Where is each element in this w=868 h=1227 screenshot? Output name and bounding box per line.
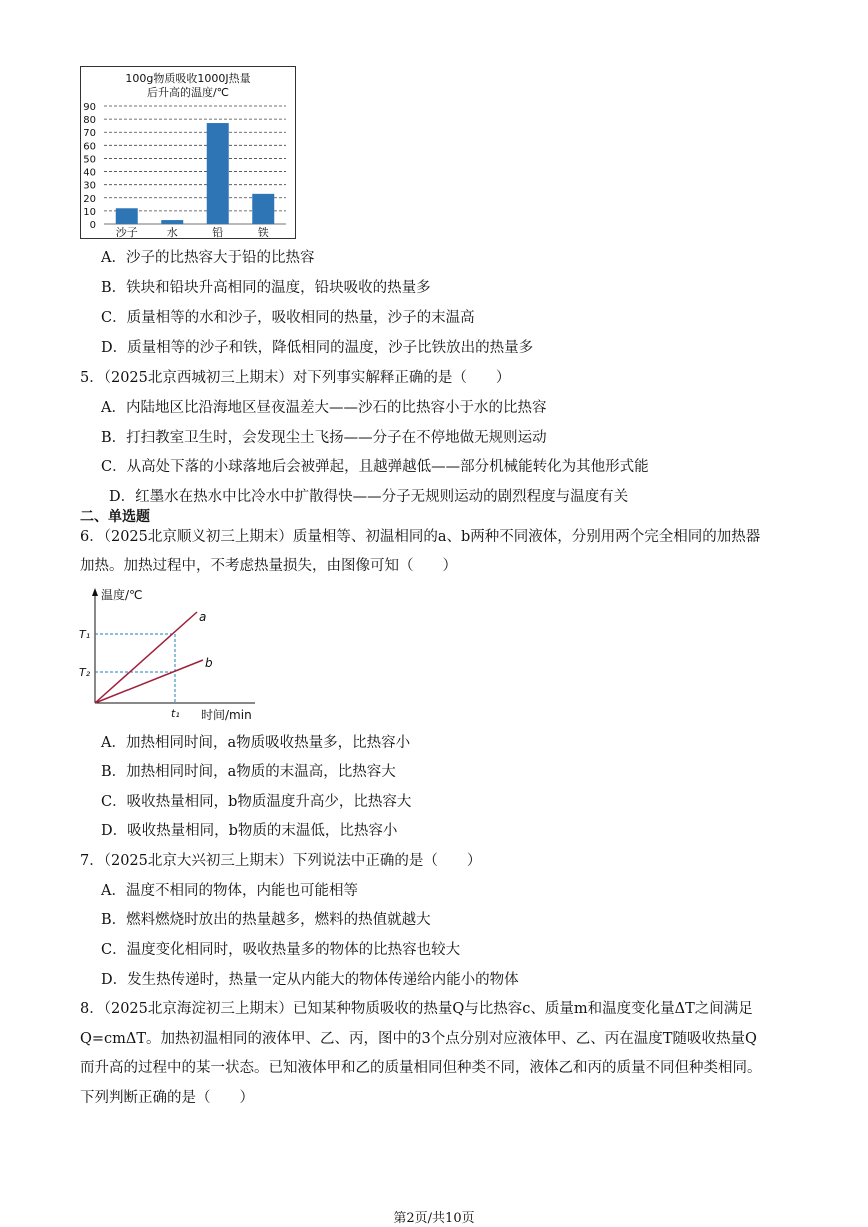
bar-chart [80,66,296,239]
section-heading: 二、单选题 [80,509,150,525]
t2-label: T₂ [79,666,91,679]
q6-option-b: B．加热相同时间，a物质的末温高，比热容大 [101,764,396,780]
q7-option-c: C．温度变化相同时，吸收热量多的物体的比热容也较大 [101,942,461,958]
q4-option-b: B．铁块和铅块升高相同的温度，铅块吸收的热量多 [101,280,431,296]
q6-option-a: A．加热相同时间，a物质吸收热量多，比热容小 [101,735,411,751]
line-b-label: b [205,656,213,670]
line-b [95,660,203,703]
y-axis-label: 温度/℃ [101,588,143,602]
q6-option-d: D．吸收热量相同，b物质的末温低，比热容小 [101,823,398,839]
bar-0 [116,208,138,224]
x-category-label: 沙子 [115,226,138,239]
q5-option-b: B．打扫教室卫生时，会发现尘土飞扬——分子在不停地做无规则运动 [101,430,547,446]
y-tick-label: 70 [83,128,96,140]
chart-title-line1: 100g物质吸收1000J热量 [125,72,251,85]
line-a [95,612,197,703]
x-category-label: 铅 [212,226,224,239]
q5-option-a: A．内陆地区比沿海地区昼夜温差大——沙石的比热容小于水的比热容 [101,400,547,416]
x-category-label: 铁 [257,226,269,239]
bar-2 [207,123,229,224]
q8-line3: 而升高的过程中的某一状态。已知液体甲和乙的质量相同但种类不同，液体乙和丙的质量不同但种类相同。 [80,1060,762,1076]
temperature-time-graph [75,585,265,725]
q7-option-b: B．燃料燃烧时放出的热量越多，燃料的热值就越大 [101,912,431,928]
q6-option-c: C．吸收热量相同，b物质温度升高少，比热容大 [101,794,412,810]
time-label: t₁ [171,707,180,720]
y-tick-label: 50 [83,154,96,166]
y-tick-label: 90 [83,102,96,113]
q6-stem-line1: 6．（2025北京顺义初三上期末）质量相等、初温相同的a、b两种不同液体，分别用两个完全相同的加热器 [80,529,761,545]
q5-stem: 5．（2025北京西城初三上期末）对下列事实解释正确的是（ ） [80,370,511,386]
bar-1 [161,220,183,224]
y-tick-label: 30 [83,180,96,192]
t1-label: T₁ [79,628,91,641]
y-tick-label: 60 [83,141,96,153]
q8-line2: Q=cmΔT。加热初温相同的液体甲、乙、丙，图中的3个点分别对应液体甲、乙、丙在温度T随吸收热量Q [80,1031,757,1047]
bar-3 [252,194,274,224]
y-tick-label: 80 [83,115,96,127]
page-number: 第2页/共10页 [393,1211,475,1226]
q4-option-d: D．质量相等的沙子和铁，降低相同的温度，沙子比铁放出的热量多 [101,340,534,356]
y-tick-label: 0 [89,220,96,231]
q8-line4: 下列判断正确的是（ ） [80,1090,254,1106]
chart-title-line2: 后升高的温度/℃ [146,86,230,99]
y-axis-arrow [92,588,98,596]
q7-option-d: D．发生热传递时，热量一定从内能大的物体传递给内能小的物体 [101,972,519,988]
q7-option-a: A．温度不相同的物体，内能也可能相等 [101,883,358,899]
y-tick-label: 40 [83,167,96,179]
line-a-label: a [199,610,207,624]
q5-option-c: C．从高处下落的小球落地后会被弹起，且越弹越低——部分机械能转化为其他形式能 [101,459,649,475]
x-category-label: 水 [166,226,178,239]
y-tick-label: 20 [83,193,96,205]
q4-option-c: C．质量相等的水和沙子，吸收相同的热量，沙子的末温高 [101,310,475,326]
y-tick-label: 10 [83,206,96,218]
q6-stem-line2: 加热。加热过程中，不考虑热量损失，由图像可知（ ） [80,558,457,574]
q5-option-d: D．红墨水在热水中比冷水中扩散得快——分子无规则运动的剧烈程度与温度有关 [109,489,629,505]
q4-option-a: A．沙子的比热容大于铅的比热容 [101,250,315,266]
q8-line1: 8．（2025北京海淀初三上期末）已知某种物质吸收的热量Q与比热容c、质量m和温度变化量ΔT之间满足 [80,1001,753,1017]
q7-stem: 7．（2025北京大兴初三上期末）下列说法中正确的是（ ） [80,853,482,869]
x-axis-label: 时间/min [201,708,252,722]
